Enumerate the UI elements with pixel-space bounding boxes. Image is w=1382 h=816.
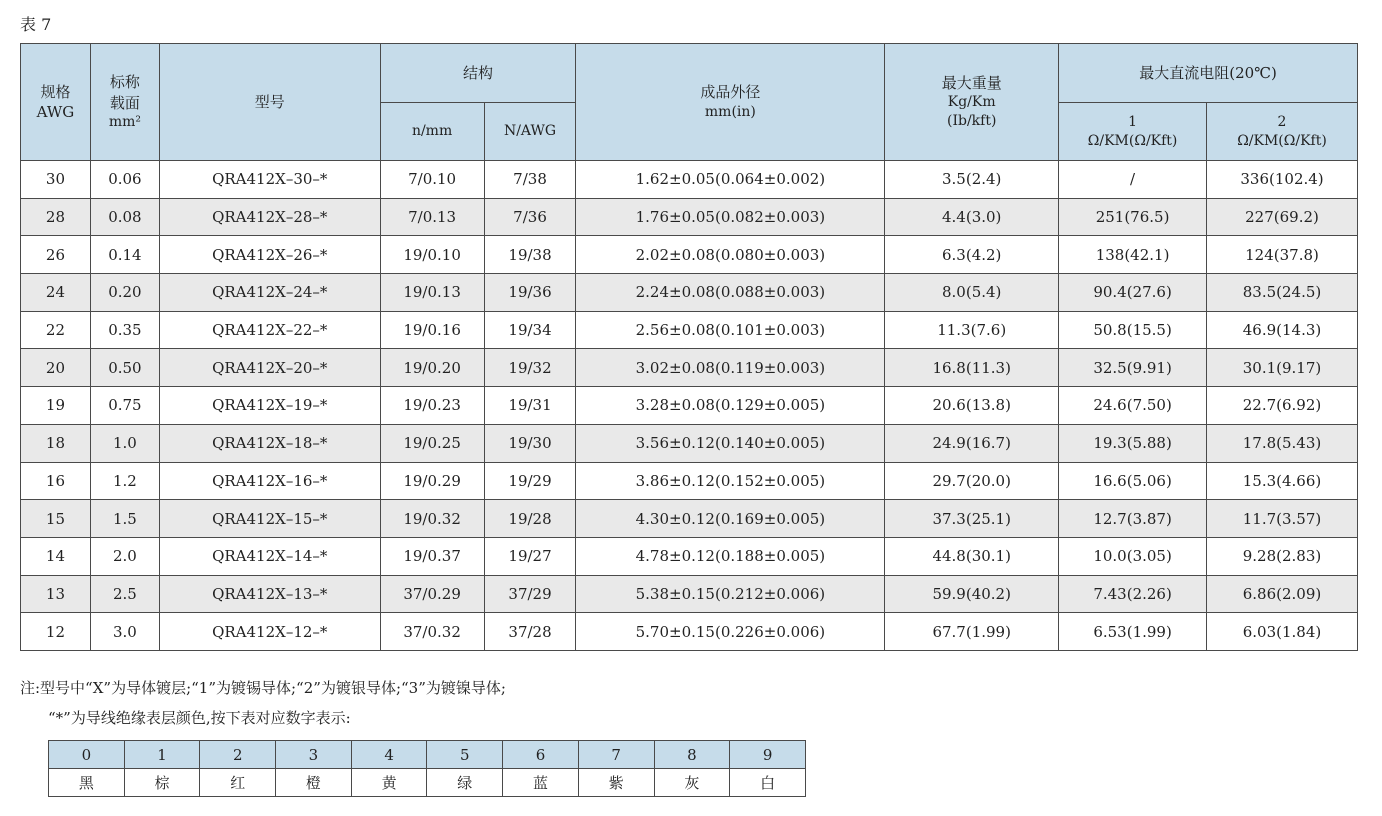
color-name-cell: 蓝 bbox=[503, 769, 579, 797]
note-line-1: 注:型号中“X”为导体镀层;“1”为镀锡导体;“2”为镀银导体;“3”为镀镍导体; bbox=[20, 679, 506, 697]
header-resistance-2 bbox=[1207, 103, 1358, 161]
cell-r2: 22.7(6.92) bbox=[1207, 387, 1358, 425]
cell-r2: 6.86(2.09) bbox=[1207, 575, 1358, 613]
cell-r1: 90.4(27.6) bbox=[1059, 274, 1207, 312]
header-max-resistance: 最大直流电阻(20℃) bbox=[1059, 44, 1358, 103]
cell-od: 5.38±0.15(0.212±0.006) bbox=[576, 575, 885, 613]
color-name-cell: 黄 bbox=[351, 769, 427, 797]
cell-nmm: 19/0.29 bbox=[380, 462, 484, 500]
cell-awg: 19 bbox=[21, 387, 91, 425]
cell-r1: 50.8(15.5) bbox=[1059, 311, 1207, 349]
cell-weight: 8.0(5.4) bbox=[885, 274, 1059, 312]
color-name-cell: 灰 bbox=[654, 769, 730, 797]
cell-nmm: 19/0.13 bbox=[380, 274, 484, 312]
cell-model: QRA412X–22–* bbox=[159, 311, 380, 349]
cell-nawg: 19/27 bbox=[484, 537, 576, 575]
header-od-label: 成品外径 bbox=[700, 83, 761, 102]
color-name-cell: 红 bbox=[200, 769, 276, 797]
cell-nawg: 7/36 bbox=[484, 198, 576, 236]
cell-area: 2.5 bbox=[90, 575, 159, 613]
cell-awg: 15 bbox=[21, 500, 91, 538]
cell-r2: 6.03(1.84) bbox=[1207, 613, 1358, 651]
cell-nawg: 19/36 bbox=[484, 274, 576, 312]
cell-r1: 251(76.5) bbox=[1059, 198, 1207, 236]
cell-area: 0.14 bbox=[90, 236, 159, 274]
table-row bbox=[21, 613, 1358, 651]
cell-r2: 9.28(2.83) bbox=[1207, 537, 1358, 575]
header-resistance-2-unit: Ω/KM(Ω/Kft) bbox=[1237, 132, 1327, 149]
cell-area: 0.08 bbox=[90, 198, 159, 236]
header-spec-awg bbox=[21, 44, 91, 161]
cell-weight: 20.6(13.8) bbox=[885, 387, 1059, 425]
cell-od: 4.30±0.12(0.169±0.005) bbox=[576, 500, 885, 538]
cell-area: 1.5 bbox=[90, 500, 159, 538]
cell-r2: 227(69.2) bbox=[1207, 198, 1358, 236]
cell-od: 2.24±0.08(0.088±0.003) bbox=[576, 274, 885, 312]
color-number-cell: 9 bbox=[730, 741, 806, 769]
cell-od: 2.02±0.08(0.080±0.003) bbox=[576, 236, 885, 274]
cell-weight: 11.3(7.6) bbox=[885, 311, 1059, 349]
cell-awg: 24 bbox=[21, 274, 91, 312]
cell-od: 5.70±0.15(0.226±0.006) bbox=[576, 613, 885, 651]
cell-nmm: 19/0.23 bbox=[380, 387, 484, 425]
cell-weight: 3.5(2.4) bbox=[885, 161, 1059, 199]
color-name-cell: 紫 bbox=[578, 769, 654, 797]
cell-nmm: 19/0.16 bbox=[380, 311, 484, 349]
cell-nawg: 7/38 bbox=[484, 161, 576, 199]
color-name-row bbox=[49, 769, 806, 797]
cell-area: 2.0 bbox=[90, 537, 159, 575]
cell-r2: 11.7(3.57) bbox=[1207, 500, 1358, 538]
cell-model: QRA412X–12–* bbox=[159, 613, 380, 651]
cell-r2: 336(102.4) bbox=[1207, 161, 1358, 199]
header-area-label-2: 载面 bbox=[109, 93, 140, 112]
cell-r2: 46.9(14.3) bbox=[1207, 311, 1358, 349]
cell-nawg: 19/38 bbox=[484, 236, 576, 274]
cell-weight: 37.3(25.1) bbox=[885, 500, 1059, 538]
cell-model: QRA412X–14–* bbox=[159, 537, 380, 575]
cell-model: QRA412X–18–* bbox=[159, 424, 380, 462]
header-area-unit: mm² bbox=[108, 113, 141, 130]
cell-weight: 44.8(30.1) bbox=[885, 537, 1059, 575]
cell-od: 3.56±0.12(0.140±0.005) bbox=[576, 424, 885, 462]
cell-r1: 19.3(5.88) bbox=[1059, 424, 1207, 462]
header-model: 型号 bbox=[159, 44, 380, 161]
table-row bbox=[21, 198, 1358, 236]
spec-table bbox=[20, 43, 1358, 651]
cell-area: 1.0 bbox=[90, 424, 159, 462]
cell-r1: 6.53(1.99) bbox=[1059, 613, 1207, 651]
color-number-row bbox=[49, 741, 806, 769]
cell-area: 0.50 bbox=[90, 349, 159, 387]
color-name-cell: 棕 bbox=[124, 769, 200, 797]
cell-nawg: 19/32 bbox=[484, 349, 576, 387]
cell-nmm: 37/0.29 bbox=[380, 575, 484, 613]
cell-r1: 138(42.1) bbox=[1059, 236, 1207, 274]
header-resistance-1-unit: Ω/KM(Ω/Kft) bbox=[1087, 132, 1178, 149]
cell-weight: 67.7(1.99) bbox=[885, 613, 1059, 651]
cell-area: 3.0 bbox=[90, 613, 159, 651]
cell-weight: 6.3(4.2) bbox=[885, 236, 1059, 274]
header-spec-label: 规格 bbox=[40, 82, 71, 101]
table-row bbox=[21, 575, 1358, 613]
cell-od: 1.76±0.05(0.082±0.003) bbox=[576, 198, 885, 236]
cell-nmm: 19/0.10 bbox=[380, 236, 484, 274]
cell-awg: 14 bbox=[21, 537, 91, 575]
color-number-cell: 0 bbox=[49, 741, 125, 769]
color-code-table bbox=[48, 740, 806, 797]
color-name-cell: 绿 bbox=[427, 769, 503, 797]
cell-weight: 16.8(11.3) bbox=[885, 349, 1059, 387]
cell-nmm: 7/0.10 bbox=[380, 161, 484, 199]
color-name-cell: 白 bbox=[730, 769, 806, 797]
cell-weight: 29.7(20.0) bbox=[885, 462, 1059, 500]
cell-model: QRA412X–28–* bbox=[159, 198, 380, 236]
cell-nmm: 37/0.32 bbox=[380, 613, 484, 651]
color-number-cell: 6 bbox=[503, 741, 579, 769]
cell-r2: 124(37.8) bbox=[1207, 236, 1358, 274]
table-row bbox=[21, 462, 1358, 500]
header-area-label-1: 标称 bbox=[109, 73, 140, 92]
header-weight-label: 最大重量 bbox=[941, 73, 1002, 92]
table-caption: 表 7 bbox=[20, 15, 52, 34]
cell-r2: 83.5(24.5) bbox=[1207, 274, 1358, 312]
color-number-cell: 2 bbox=[200, 741, 276, 769]
cell-od: 2.56±0.08(0.101±0.003) bbox=[576, 311, 885, 349]
cell-r2: 30.1(9.17) bbox=[1207, 349, 1358, 387]
table-row bbox=[21, 236, 1358, 274]
table-row bbox=[21, 161, 1358, 199]
cell-nawg: 19/30 bbox=[484, 424, 576, 462]
header-n-mm: n/mm bbox=[380, 103, 484, 161]
table-row bbox=[21, 424, 1358, 462]
cell-model: QRA412X–30–* bbox=[159, 161, 380, 199]
cell-awg: 20 bbox=[21, 349, 91, 387]
cell-nmm: 19/0.25 bbox=[380, 424, 484, 462]
cell-model: QRA412X–13–* bbox=[159, 575, 380, 613]
cell-model: QRA412X–19–* bbox=[159, 387, 380, 425]
color-number-cell: 7 bbox=[578, 741, 654, 769]
cell-awg: 28 bbox=[21, 198, 91, 236]
cell-nmm: 19/0.20 bbox=[380, 349, 484, 387]
note-line-2: “*”为导线绝缘表层颜色,按下表对应数字表示: bbox=[48, 709, 351, 727]
color-name-cell: 黑 bbox=[49, 769, 125, 797]
cell-awg: 13 bbox=[21, 575, 91, 613]
cell-model: QRA412X–26–* bbox=[159, 236, 380, 274]
cell-awg: 12 bbox=[21, 613, 91, 651]
color-number-cell: 3 bbox=[276, 741, 352, 769]
cell-nawg: 37/28 bbox=[484, 613, 576, 651]
cell-weight: 4.4(3.0) bbox=[885, 198, 1059, 236]
table-row bbox=[21, 349, 1358, 387]
cell-od: 3.28±0.08(0.129±0.005) bbox=[576, 387, 885, 425]
color-number-cell: 1 bbox=[124, 741, 200, 769]
cell-r1: 7.43(2.26) bbox=[1059, 575, 1207, 613]
cell-area: 0.75 bbox=[90, 387, 159, 425]
cell-awg: 26 bbox=[21, 236, 91, 274]
cell-od: 3.02±0.08(0.119±0.003) bbox=[576, 349, 885, 387]
header-resistance-1-num: 1 bbox=[1128, 113, 1138, 130]
header-awg-label: AWG bbox=[36, 103, 75, 121]
header-resistance-2-num: 2 bbox=[1277, 113, 1287, 130]
cell-nawg: 19/34 bbox=[484, 311, 576, 349]
header-max-weight bbox=[885, 44, 1059, 161]
cell-model: QRA412X–20–* bbox=[159, 349, 380, 387]
cell-area: 0.20 bbox=[90, 274, 159, 312]
table-row bbox=[21, 500, 1358, 538]
cell-weight: 24.9(16.7) bbox=[885, 424, 1059, 462]
color-name-cell: 橙 bbox=[276, 769, 352, 797]
cell-nawg: 19/28 bbox=[484, 500, 576, 538]
cell-model: QRA412X–24–* bbox=[159, 274, 380, 312]
cell-r1: 16.6(5.06) bbox=[1059, 462, 1207, 500]
cell-od: 3.86±0.12(0.152±0.005) bbox=[576, 462, 885, 500]
cell-awg: 22 bbox=[21, 311, 91, 349]
cell-nmm: 19/0.37 bbox=[380, 537, 484, 575]
color-number-cell: 5 bbox=[427, 741, 503, 769]
table-row bbox=[21, 274, 1358, 312]
cell-r1: 32.5(9.91) bbox=[1059, 349, 1207, 387]
cell-r2: 17.8(5.43) bbox=[1207, 424, 1358, 462]
header-od-unit: mm(in) bbox=[704, 103, 756, 120]
header-weight-unit: Kg/Km bbox=[947, 94, 996, 111]
table-row bbox=[21, 537, 1358, 575]
cell-r1: 24.6(7.50) bbox=[1059, 387, 1207, 425]
cell-model: QRA412X–16–* bbox=[159, 462, 380, 500]
header-resistance-1 bbox=[1059, 103, 1207, 161]
cell-r2: 15.3(4.66) bbox=[1207, 462, 1358, 500]
header-weight-unit-imperial: (Ib/kft) bbox=[946, 113, 997, 130]
cell-weight: 59.9(40.2) bbox=[885, 575, 1059, 613]
cell-od: 4.78±0.12(0.188±0.005) bbox=[576, 537, 885, 575]
cell-awg: 30 bbox=[21, 161, 91, 199]
header-structure: 结构 bbox=[380, 44, 576, 103]
cell-r1: / bbox=[1059, 161, 1207, 199]
color-number-cell: 8 bbox=[654, 741, 730, 769]
cell-nmm: 19/0.32 bbox=[380, 500, 484, 538]
header-outer-diameter bbox=[576, 44, 885, 161]
cell-od: 1.62±0.05(0.064±0.002) bbox=[576, 161, 885, 199]
cell-nawg: 37/29 bbox=[484, 575, 576, 613]
cell-awg: 16 bbox=[21, 462, 91, 500]
color-number-cell: 4 bbox=[351, 741, 427, 769]
cell-area: 1.2 bbox=[90, 462, 159, 500]
header-n-awg: N/AWG bbox=[484, 103, 576, 161]
table-row bbox=[21, 387, 1358, 425]
cell-awg: 18 bbox=[21, 424, 91, 462]
table-row bbox=[21, 311, 1358, 349]
cell-nawg: 19/31 bbox=[484, 387, 576, 425]
cell-area: 0.35 bbox=[90, 311, 159, 349]
cell-r1: 10.0(3.05) bbox=[1059, 537, 1207, 575]
cell-r1: 12.7(3.87) bbox=[1059, 500, 1207, 538]
cell-nawg: 19/29 bbox=[484, 462, 576, 500]
cell-model: QRA412X–15–* bbox=[159, 500, 380, 538]
header-nominal-area bbox=[90, 44, 159, 161]
cell-nmm: 7/0.13 bbox=[380, 198, 484, 236]
cell-area: 0.06 bbox=[90, 161, 159, 199]
